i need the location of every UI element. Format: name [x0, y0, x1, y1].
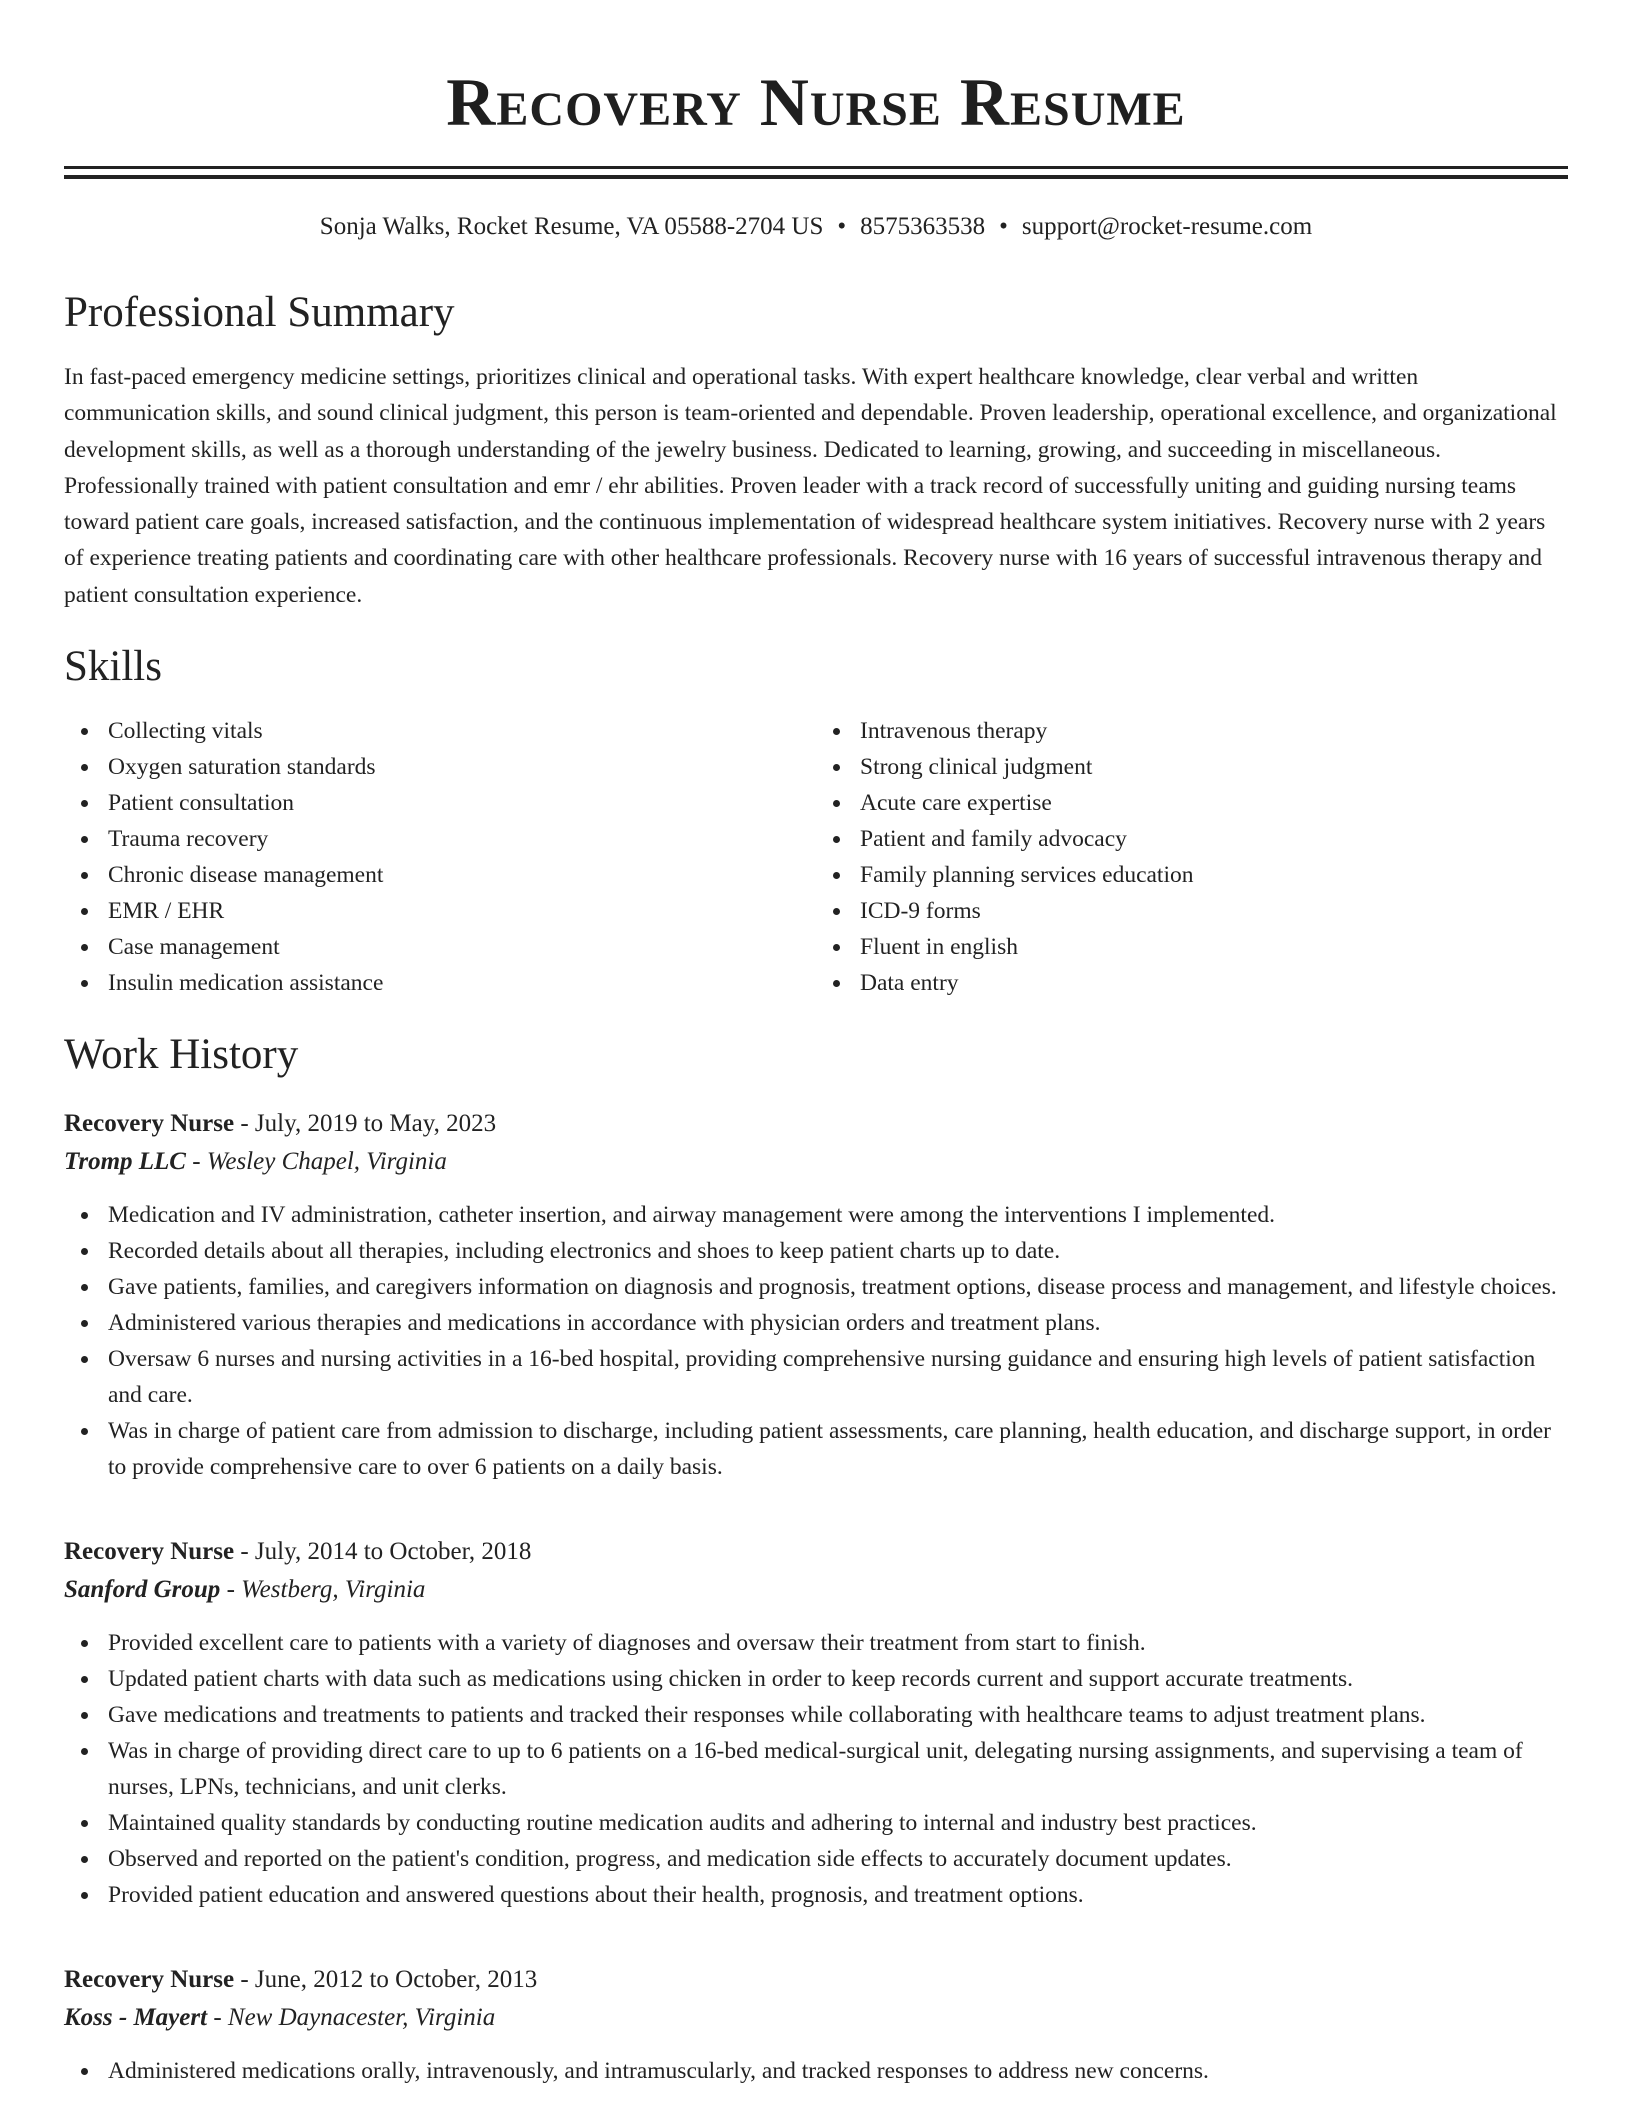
skill-item: Strong clinical judgment — [860, 749, 1568, 785]
job-duty: Provided excellent care to patients with a variety of diagnoses and oversaw their treatment from start to finish. — [108, 1625, 1568, 1661]
job-company-line: Koss - Mayert - New Daynacester, Virginia — [64, 2004, 496, 2032]
skill-item: Intravenous therapy — [860, 713, 1568, 749]
job-title: Recovery Nurse — [64, 1110, 235, 1138]
job-dates: July, 2014 to October, 2018 — [254, 1538, 532, 1566]
skill-item: Fluent in english — [860, 929, 1568, 965]
job-company-line: Tromp LLC - Wesley Chapel, Virginia — [64, 1148, 447, 1176]
job-duties — [64, 1197, 1568, 1485]
job-duty: Provided patient education and answered questions about their health, prognosis, and treatment options. — [108, 1877, 1568, 1913]
job-duty: Recorded details about all therapies, including electronics and shoes to keep patient charts up to date. — [108, 1233, 1568, 1269]
skill-item: EMR / EHR — [108, 893, 816, 929]
skills-column-left — [64, 713, 816, 1001]
contact-separator: • — [837, 213, 847, 240]
job-duty: Updated patient charts with data such as medications using chicken in order to keep records current and support accurate treatments. — [108, 1661, 1568, 1697]
summary-heading: Professional Summary — [64, 289, 455, 336]
job-dates: July, 2019 to May, 2023 — [254, 1110, 497, 1138]
job-title-line: Recovery Nurse - July, 2019 to May, 2023 — [64, 1110, 497, 1138]
skill-item: ICD-9 forms — [860, 893, 1568, 929]
job-location: New Daynacester, Virginia — [227, 2004, 496, 2032]
contact-address: Sonja Walks, Rocket Resume, VA 05588-2704 US — [319, 213, 824, 240]
job-duty: Maintained quality standards by conducting routine medication audits and adhering to internal and industry best practices. — [108, 1805, 1568, 1841]
job-duty: Administered various therapies and medications in accordance with physician orders and treatment plans. — [108, 1305, 1568, 1341]
job-duty: Medication and IV administration, catheter insertion, and airway management were among the interventions I implemented. — [108, 1197, 1568, 1233]
title-divider-top — [64, 166, 1568, 169]
job-company: Koss - Mayert — [64, 2004, 208, 2032]
skill-item: Family planning services education — [860, 857, 1568, 893]
job-entry — [64, 1961, 1568, 2089]
job-dates: June, 2012 to October, 2013 — [254, 1966, 538, 1994]
skills-heading: Skills — [64, 643, 162, 691]
work-history-heading: Work History — [64, 1031, 299, 1079]
page-title: Recovery Nurse Resume — [446, 64, 1186, 140]
skill-item: Oxygen saturation standards — [108, 749, 816, 785]
job-location: Westberg, Virginia — [241, 1576, 426, 1604]
resume-page — [64, 0, 1568, 2089]
job-duties — [64, 1625, 1568, 1913]
contact-separator: • — [999, 213, 1008, 240]
job-duty: Observed and reported on the patient's condition, progress, and medication side effects to accurately document updates. — [108, 1841, 1568, 1877]
job-duties — [64, 2053, 1568, 2089]
summary-text: In fast-paced emergency medicine settings, prioritizes clinical and operational tasks. With expert healthcare knowledge, clear verbal and written communication skills, and sound clinical judgment, this person is team-oriented and dependable. Proven leadership, operational excellence, and organizational development skills, as well as a thorough understanding of the jewelry business. Dedicated to learning, growing, and succeeding in miscellaneous. Professionally trained with patient consultation and emr / ehr abilities. Proven leader with a track record of successfully uniting and guiding nursing teams toward patient care goals, increased satisfaction, and the continuous implementation of widespread healthcare system initiatives. Recovery nurse with 2 years of experience treating patients and coordinating care with other healthcare professionals. Recovery nurse with 16 years of successful intravenous therapy and patient consultation experience. — [64, 364, 1557, 608]
contact-email: support@rocket-resume.com — [1021, 213, 1313, 240]
job-location: Wesley Chapel, Virginia — [206, 1148, 447, 1176]
skill-item: Insulin medication assistance — [108, 965, 816, 1001]
job-duty: Was in charge of providing direct care to up to 6 patients on a 16-bed medical-surgical unit, delegating nursing assignments, and supervising a team of nurses, LPNs, technicians, and unit clerks. — [108, 1733, 1568, 1805]
contact-phone: 8575363538 — [860, 213, 986, 240]
job-duty: Gave medications and treatments to patients and tracked their responses while collaborating with healthcare teams to adjust treatment plans. — [108, 1697, 1568, 1733]
job-duty: Was in charge of patient care from admission to discharge, including patient assessments, care planning, health education, and discharge support, in order to provide comprehensive care to over 6 patients on a daily basis. — [108, 1413, 1568, 1485]
skills-list — [64, 713, 1568, 1001]
job-duty: Administered medications orally, intravenously, and intramuscularly, and tracked responses to address new concerns. — [108, 2053, 1568, 2089]
title-divider-bottom — [64, 175, 1568, 179]
skill-item: Patient consultation — [108, 785, 816, 821]
skill-item: Case management — [108, 929, 816, 965]
job-title: Recovery Nurse — [64, 1538, 235, 1566]
job-title-line: Recovery Nurse - July, 2014 to October, 2018 — [64, 1538, 532, 1566]
job-duty: Gave patients, families, and caregivers information on diagnosis and prognosis, treatment options, disease process and management, and lifestyle choices. — [108, 1269, 1568, 1305]
job-company: Sanford Group — [64, 1576, 221, 1604]
skill-item: Chronic disease management — [108, 857, 816, 893]
skills-column-right — [816, 713, 1568, 1001]
job-title: Recovery Nurse — [64, 1966, 235, 1994]
skill-item: Acute care expertise — [860, 785, 1568, 821]
job-company: Tromp LLC — [64, 1148, 186, 1176]
skill-item: Collecting vitals — [108, 713, 816, 749]
job-company-line: Sanford Group - Westberg, Virginia — [64, 1576, 426, 1604]
skill-item: Trauma recovery — [108, 821, 816, 857]
skill-item: Data entry — [860, 965, 1568, 1001]
contact-line — [64, 209, 1568, 245]
job-duty: Oversaw 6 nurses and nursing activities in a 16-bed hospital, providing comprehensive nursing guidance and ensuring high levels of patient satisfaction and care. — [108, 1341, 1568, 1413]
job-title-line: Recovery Nurse - June, 2012 to October, 2013 — [64, 1966, 538, 1994]
job-entry — [64, 1533, 1568, 1913]
skill-item: Patient and family advocacy — [860, 821, 1568, 857]
job-entry — [64, 1105, 1568, 1485]
